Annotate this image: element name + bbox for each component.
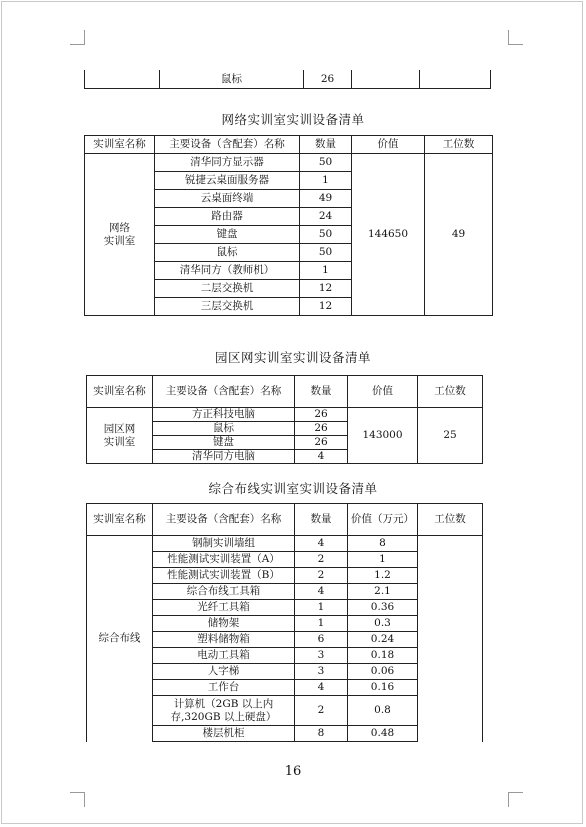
campus-lab-table: [86, 375, 483, 464]
value-cell: 144650: [352, 154, 425, 316]
item-qty: 2: [295, 552, 348, 568]
item-name: 清华同方电脑: [153, 450, 295, 464]
item-qty: 2: [295, 568, 348, 584]
header-equipment: 主要设备（含配套）名称: [155, 136, 300, 154]
table-cell: [85, 70, 160, 89]
item-qty: 49: [300, 190, 352, 208]
item-value: 0.18: [348, 648, 418, 664]
header-equipment: 主要设备（含配套）名称: [153, 376, 295, 408]
item-value: 0.8: [348, 696, 418, 726]
table-cell: [352, 70, 420, 89]
table-header-row: [87, 504, 483, 536]
item-name: 储物架: [153, 616, 295, 632]
item-qty: 6: [295, 632, 348, 648]
header-quantity: 数量: [295, 504, 348, 536]
cabling-lab-table: [86, 503, 483, 742]
item-qty: 3: [295, 664, 348, 680]
item-name: 键盘: [155, 226, 300, 244]
header-stations: 工位数: [418, 504, 483, 536]
stations-cell: 49: [425, 154, 493, 316]
item-value: 0.36: [348, 600, 418, 616]
header-value: 价值: [348, 376, 418, 408]
room-name-cell: 园区网 实训室: [87, 408, 153, 464]
item-qty: 4: [295, 450, 348, 464]
table-row: [87, 408, 483, 422]
header-quantity: 数量: [300, 136, 352, 154]
item-qty: 1: [295, 600, 348, 616]
crop-mark-top-right: [508, 30, 523, 45]
header-room-name: 实训室名称: [87, 376, 153, 408]
item-qty: 3: [295, 648, 348, 664]
item-name: 性能测试实训装置（B）: [153, 568, 295, 584]
item-value: 0.06: [348, 664, 418, 680]
room-name-cell: 网络 实训室: [85, 154, 155, 316]
header-room-name: 实训室名称: [87, 504, 153, 536]
item-qty: 50: [300, 154, 352, 172]
table-row: [85, 70, 491, 89]
header-value: 价值（万元）: [348, 504, 418, 536]
item-qty: 26: [295, 436, 348, 450]
header-stations: 工位数: [425, 136, 493, 154]
table-row: [87, 536, 483, 552]
item-qty: 4: [295, 680, 348, 696]
page-number: 16: [284, 764, 302, 779]
item-name: 综合布线工具箱: [153, 584, 295, 600]
item-qty: 26: [295, 408, 348, 422]
item-name: 鼠标: [153, 422, 295, 436]
header-room-name: 实训室名称: [85, 136, 155, 154]
previous-table-fragment: [84, 70, 491, 89]
item-qty: 4: [295, 584, 348, 600]
crop-mark-top-left: [70, 30, 85, 45]
room-name-cell: 综合布线: [87, 536, 153, 742]
table-row: [85, 154, 493, 172]
item-name: 键盘: [153, 436, 295, 450]
item-name: 锐捷云桌面服务器: [155, 172, 300, 190]
item-qty: 50: [300, 226, 352, 244]
item-name: 清华同方显示器: [155, 154, 300, 172]
item-name: 云桌面终端: [155, 190, 300, 208]
header-value: 价值: [352, 136, 425, 154]
item-value: 0.3: [348, 616, 418, 632]
value-cell: 143000: [348, 408, 418, 464]
item-name: 方正科技电脑: [153, 408, 295, 422]
crop-mark-bottom-left: [70, 792, 85, 807]
item-name: 计算机（2GB 以上内存,320GB 以上硬盘）: [153, 696, 295, 726]
item-value: 0.16: [348, 680, 418, 696]
item-qty: 1: [300, 172, 352, 190]
header-equipment: 主要设备（含配套）名称: [153, 504, 295, 536]
cabling-lab-title: 综合布线实训室实训设备清单: [208, 481, 378, 496]
item-name: 鼠标: [155, 244, 300, 262]
item-name: 人字梯: [153, 664, 295, 680]
item-name: 三层交换机: [155, 298, 300, 316]
item-name: 二层交换机: [155, 280, 300, 298]
item-name: 清华同方（教师机）: [155, 262, 300, 280]
table-header-row: [87, 376, 483, 408]
item-name: 光纤工具箱: [153, 600, 295, 616]
item-qty: 12: [300, 280, 352, 298]
item-name: 路由器: [155, 208, 300, 226]
table-cell: [420, 70, 491, 89]
item-qty: 1: [295, 616, 348, 632]
item-value: 0.48: [348, 726, 418, 742]
table-cell-item: 鼠标: [160, 70, 304, 89]
crop-mark-bottom-right: [508, 792, 523, 807]
stations-cell: [418, 536, 483, 742]
item-name: 电动工具箱: [153, 648, 295, 664]
network-lab-title: 网络实训室实训设备清单: [221, 112, 365, 127]
item-name: 性能测试实训装置（A）: [153, 552, 295, 568]
item-qty: 8: [295, 726, 348, 742]
campus-lab-title: 园区网实训室实训设备清单: [214, 350, 371, 365]
item-qty: 4: [295, 536, 348, 552]
header-quantity: 数量: [295, 376, 348, 408]
item-name: 楼层机柜: [153, 726, 295, 742]
item-value: 8: [348, 536, 418, 552]
network-lab-table: [84, 135, 493, 316]
stations-cell: 25: [418, 408, 483, 464]
item-name: 钢制实训墙组: [153, 536, 295, 552]
item-name: 塑料储物箱: [153, 632, 295, 648]
item-value: 0.24: [348, 632, 418, 648]
item-value: 1.2: [348, 568, 418, 584]
item-value: 1: [348, 552, 418, 568]
item-qty: 1: [300, 262, 352, 280]
item-qty: 12: [300, 298, 352, 316]
item-value: 2.1: [348, 584, 418, 600]
item-qty: 24: [300, 208, 352, 226]
item-name: 工作台: [153, 680, 295, 696]
item-qty: 26: [295, 422, 348, 436]
table-header-row: [85, 136, 493, 154]
item-qty: 50: [300, 244, 352, 262]
header-stations: 工位数: [418, 376, 483, 408]
table-cell-qty: 26: [304, 70, 352, 89]
item-qty: 2: [295, 696, 348, 726]
